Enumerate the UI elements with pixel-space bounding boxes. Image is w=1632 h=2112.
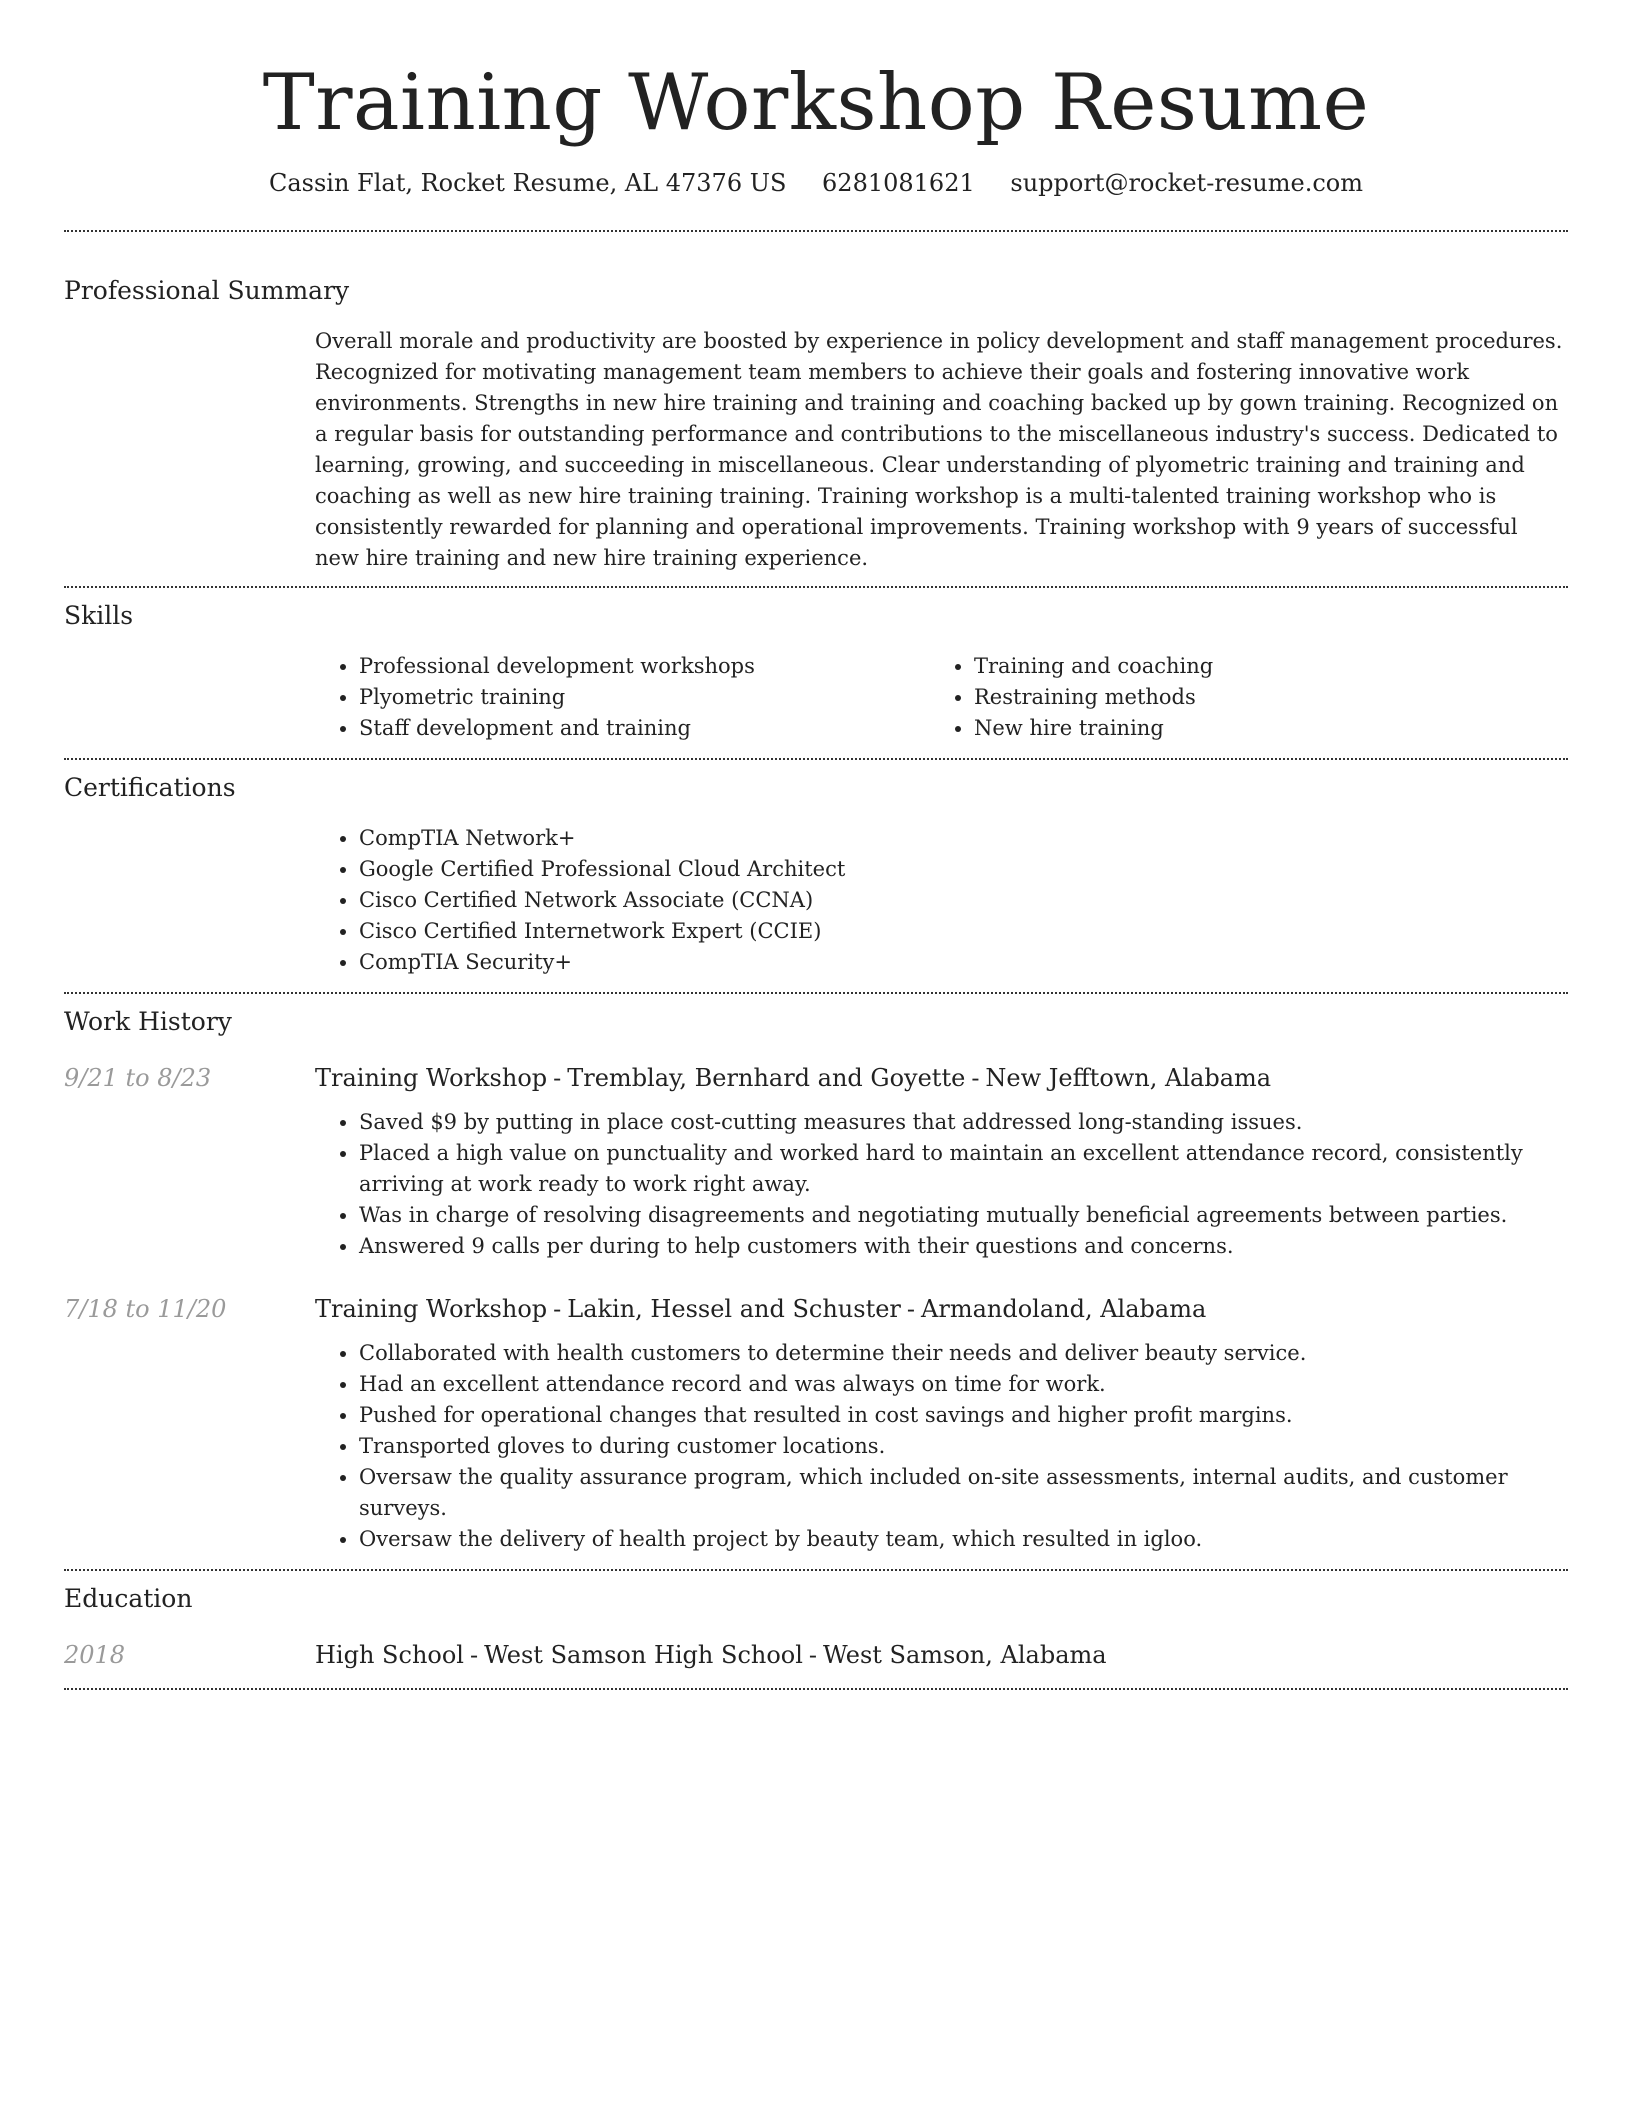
education-year: 2018 bbox=[64, 1641, 126, 1669]
contact-info bbox=[64, 166, 1568, 200]
job-bullets bbox=[315, 1107, 1568, 1262]
section-divider bbox=[64, 586, 1568, 588]
skill-item: • Plyometric training bbox=[359, 682, 930, 713]
skill-item: • Restraining methods bbox=[974, 682, 1530, 713]
job-company: Lakin, Hessel and Schuster bbox=[567, 1295, 901, 1323]
job-location: New Jefftown, Alabama bbox=[985, 1064, 1272, 1092]
skills-grid bbox=[315, 651, 1568, 758]
separator: - bbox=[553, 1064, 562, 1092]
section-title-summary: Professional Summary bbox=[64, 276, 350, 305]
section-title-skills: Skills bbox=[64, 601, 134, 630]
skills-section bbox=[64, 599, 1568, 758]
education-section bbox=[64, 1582, 1568, 1688]
job-entry bbox=[64, 1061, 1568, 1262]
certifications-section bbox=[64, 771, 1568, 992]
job-bullet: • Collaborated with health customers to determine their needs and deliver beauty service. bbox=[359, 1338, 1568, 1369]
education-degree: High School bbox=[315, 1641, 464, 1669]
section-divider bbox=[64, 1569, 1568, 1571]
separator: - bbox=[469, 1641, 479, 1669]
certifications-content bbox=[315, 823, 1568, 992]
job-bullets bbox=[315, 1338, 1568, 1555]
certifications-list bbox=[315, 823, 1568, 978]
job-bullet: • Was in charge of resolving disagreements and negotiating mutually beneficial agreements between parties. bbox=[359, 1200, 1568, 1231]
certification-item: • Cisco Certified Internetwork Expert (CCIE) bbox=[359, 916, 1568, 947]
section-divider bbox=[64, 1688, 1568, 1690]
job-bullet: • Oversaw the quality assurance program, which included on-site assessments, internal audits, and customer surveys. bbox=[359, 1462, 1568, 1524]
job-bullet: • Saved $9 by putting in place cost-cutting measures that addressed long-standing issues. bbox=[359, 1107, 1568, 1138]
section-divider bbox=[64, 230, 1568, 232]
job-bullet: • Answered 9 calls per during to help customers with their questions and concerns. bbox=[359, 1231, 1568, 1262]
job-bullet: • Pushed for operational changes that resulted in cost savings and higher profit margins. bbox=[359, 1400, 1568, 1431]
section-divider bbox=[64, 758, 1568, 760]
section-title-education: Education bbox=[64, 1584, 193, 1613]
certification-item: • Google Certified Professional Cloud Architect bbox=[359, 854, 1568, 885]
job-header bbox=[64, 1061, 1568, 1095]
job-role: Training Workshop bbox=[315, 1295, 548, 1323]
skill-item: • New hire training bbox=[974, 713, 1530, 744]
job-bullet: • Oversaw the delivery of health project by beauty team, which resulted in igloo. bbox=[359, 1524, 1568, 1555]
section-title-certifications: Certifications bbox=[64, 773, 236, 802]
separator: - bbox=[553, 1295, 562, 1323]
job-title bbox=[315, 1292, 1206, 1326]
address-text: Cassin Flat, Rocket Resume, AL 47376 US bbox=[268, 169, 787, 197]
work-history-section bbox=[64, 1005, 1568, 1569]
certification-item: • CompTIA Network+ bbox=[359, 823, 1568, 854]
summary-section bbox=[64, 274, 1568, 586]
education-entry bbox=[64, 1638, 1568, 1688]
education-title bbox=[315, 1638, 1107, 1672]
job-location: Armandoland, Alabama bbox=[921, 1295, 1207, 1323]
separator: - bbox=[808, 1641, 818, 1669]
summary-text: Overall morale and productivity are boosted by experience in policy development and staff management procedures. Recognized for motivating management team members to achieve their goals and fostering innovative work environments. Strengths in new hire training and training and coaching backed up by gown training. Recognized on a regular basis for outstanding performance and contributions to the miscellaneous industry's success. Dedicated to learning, growing, and succeeding in miscellaneous. Clear understanding of plyometric training and training and coaching as well as new hire training training. Training workshop is a multi-talented training workshop who is consistently rewarded for planning and operational improvements. Training workshop with 9 years of successful new hire training and new hire training experience. bbox=[315, 329, 1563, 570]
skill-item: • Training and coaching bbox=[974, 651, 1530, 682]
certification-item: • CompTIA Security+ bbox=[359, 947, 1568, 978]
job-company: Tremblay, Bernhard and Goyette bbox=[567, 1064, 966, 1092]
job-bullet: • Placed a high value on punctuality and worked hard to maintain an excellent attendance record, consistently arriving at work ready to work right away. bbox=[359, 1138, 1568, 1200]
job-details bbox=[315, 1107, 1568, 1262]
skill-item: • Professional development workshops bbox=[359, 651, 930, 682]
job-role: Training Workshop bbox=[315, 1064, 548, 1092]
job-header bbox=[64, 1292, 1568, 1326]
job-dates: 9/21 to 8/23 bbox=[64, 1064, 212, 1092]
skills-list-left bbox=[315, 651, 930, 744]
separator: - bbox=[906, 1295, 916, 1323]
job-details bbox=[315, 1338, 1568, 1569]
section-divider bbox=[64, 992, 1568, 994]
education-location: West Samson, Alabama bbox=[823, 1641, 1107, 1669]
education-school: West Samson High School bbox=[484, 1641, 803, 1669]
job-bullet: • Had an excellent attendance record and was always on time for work. bbox=[359, 1369, 1568, 1400]
job-dates: 7/18 to 11/20 bbox=[64, 1295, 227, 1323]
email-text: support@rocket-resume.com bbox=[1010, 169, 1363, 197]
skill-item: • Staff development and training bbox=[359, 713, 930, 744]
section-title-work-history: Work History bbox=[64, 1007, 232, 1036]
job-entry bbox=[64, 1292, 1568, 1569]
phone-text: 6281081621 bbox=[822, 169, 975, 197]
resume-page bbox=[64, 0, 1568, 1690]
skills-list-right bbox=[930, 651, 1530, 744]
certification-item: • Cisco Certified Network Associate (CCNA) bbox=[359, 885, 1568, 916]
job-title bbox=[315, 1061, 1271, 1095]
page-title: Training Workshop Resume bbox=[262, 58, 1370, 148]
job-bullet: • Transported gloves to during customer locations. bbox=[359, 1431, 1568, 1462]
separator: - bbox=[971, 1064, 980, 1092]
